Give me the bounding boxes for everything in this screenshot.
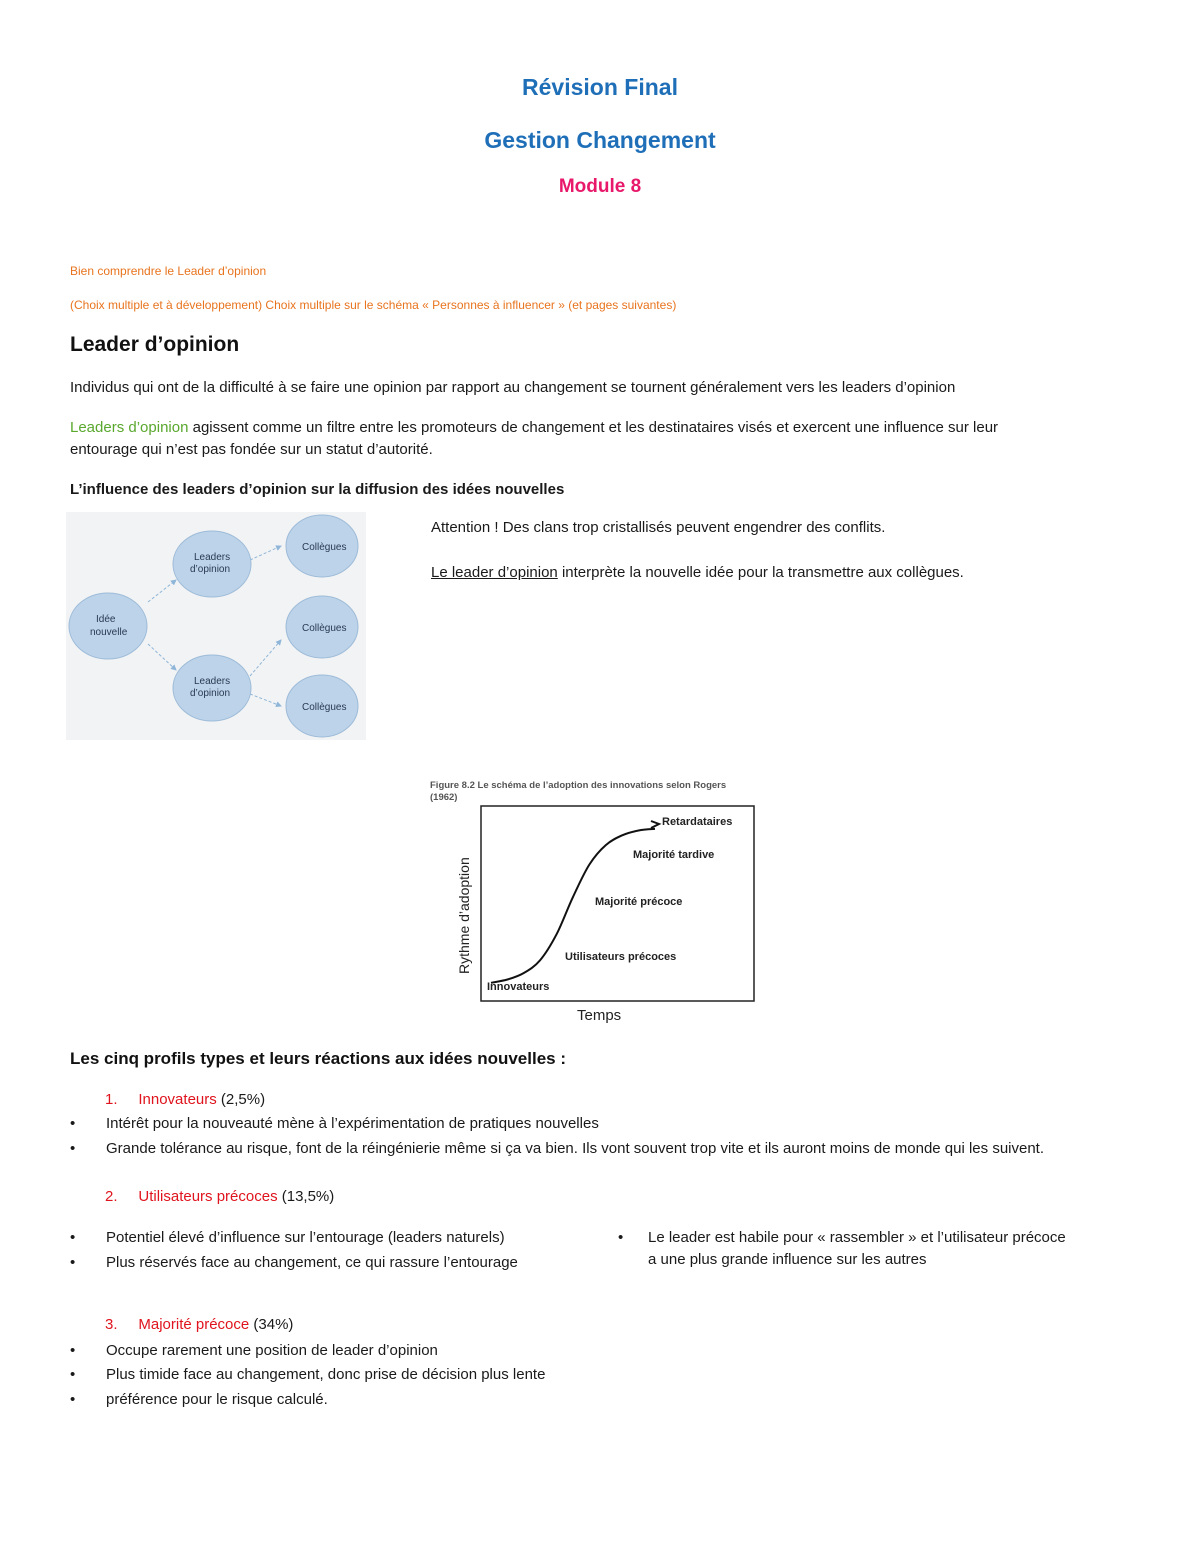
chart-title-line-1: Figure 8.2 Le schéma de l’adoption des innovations selon Rogers xyxy=(430,780,727,791)
leader-underlined: Le leader d’opinion xyxy=(431,564,558,581)
profile-2-number: 2. xyxy=(105,1188,118,1205)
profile-2-bullet-2: • Plus réservés face au changement, ce qui rassure l’entourage xyxy=(70,1254,518,1271)
profile-3-bullet-1: • Occupe rarement une position de leader d’opinion xyxy=(70,1342,438,1359)
profile-3-name: Majorité précoce xyxy=(138,1316,250,1333)
colleague1-label: Collègues xyxy=(302,542,347,553)
influence-heading: L’influence des leaders d’opinion sur la diffusion des idées nouvelles xyxy=(70,481,565,498)
paragraph-2-line-2: entourage qui n’est pas fondée sur un statut d’autorité. xyxy=(70,441,433,458)
document-title: Révision Final xyxy=(522,74,678,100)
profile-1-bullet-1: • Intérêt pour la nouveauté mène à l’expérimentation de pratiques nouvelles xyxy=(70,1115,599,1132)
paragraph-2 xyxy=(70,417,1150,461)
influence-diagram xyxy=(66,512,366,740)
profile-2-right-bullet: • Le leader est habile pour « rassembler » et l’utilisateur précoce a une plus grande influence sur les autres xyxy=(618,1229,1066,1268)
profile-3-bullet-2: • Plus timide face au changement, donc prise de décision plus lente xyxy=(70,1366,546,1383)
label-retardataires: Retardataires xyxy=(662,816,733,828)
chart-title-line-2: (1962) xyxy=(430,792,458,803)
profiles-heading: Les cinq profils types et leurs réactions aux idées nouvelles : xyxy=(70,1049,567,1068)
rogers-adoption-chart xyxy=(425,776,775,1026)
module-label: Module 8 xyxy=(558,176,642,197)
chart-ylabel: Rythme d’adoption xyxy=(456,857,472,974)
note-line-1: Bien comprendre le Leader d’opinion xyxy=(70,264,267,278)
profile-3-pct: (34%) xyxy=(249,1316,294,1333)
leader-interpretation-rest: interprète la nouvelle idée pour la transmettre aux collègues. xyxy=(557,564,964,581)
profile-1-bullet-2: • Grande tolérance au risque, font de la réingénierie même si ça va bien. Ils vont souvent trop vite et ils auront moins de monde qui les suivent. xyxy=(70,1140,1045,1157)
profile-2-title xyxy=(105,1188,334,1205)
profile-1-name: Innovateurs xyxy=(138,1091,217,1108)
leader1-label-1: Leaders xyxy=(194,552,231,563)
attention-note: Attention ! Des clans trop cristallisés peuvent engendrer des conflits. xyxy=(431,519,886,536)
section-heading-leader: Leader d’opinion xyxy=(70,333,240,356)
note-line-2: (Choix multiple et à développement) Choix multiple sur le schéma « Personnes à influencer » (et pages suivantes) xyxy=(70,298,677,312)
label-utilisateurs-precoces: Utilisateurs précoces xyxy=(565,951,677,963)
profile-2-name: Utilisateurs précoces xyxy=(138,1188,278,1205)
paragraph-2-rest: agissent comme un filtre entre les promoteurs de changement et les destinataires visés et exercent une influence sur leur xyxy=(188,419,999,436)
chart-xlabel: Temps xyxy=(577,1007,622,1024)
leader2-label-2: d’opinion xyxy=(190,688,231,699)
label-majorite-tardive: Majorité tardive xyxy=(633,849,715,861)
leader2-label-1: Leaders xyxy=(194,676,231,687)
bubble-idea xyxy=(69,593,147,659)
profile-1-title xyxy=(105,1091,265,1108)
profile-1-number: 1. xyxy=(105,1091,118,1108)
profile-2-bullet-1: • Potentiel élevé d’influence sur l’entourage (leaders naturels) xyxy=(70,1229,505,1246)
document-subtitle: Gestion Changement xyxy=(484,127,716,153)
profile-3-bullet-3: • préférence pour le risque calculé. xyxy=(70,1391,328,1408)
profile-2-pct: (13,5%) xyxy=(277,1188,335,1205)
leaders-highlight: Leaders d’opinion xyxy=(70,419,189,436)
colleague3-label: Collègues xyxy=(302,702,347,713)
paragraph-1: Individus qui ont de la difficulté à se faire une opinion par rapport au changement se tournent généralement vers les leaders d’opinion xyxy=(70,379,956,396)
colleague2-label: Collègues xyxy=(302,623,347,634)
idea-label-1: Idée xyxy=(96,614,116,625)
profile-3-title xyxy=(105,1316,293,1333)
label-innovateurs: Innovateurs xyxy=(487,981,550,993)
profile-3-number: 3. xyxy=(105,1316,118,1333)
profile-1-pct: (2,5%) xyxy=(216,1091,266,1108)
leader-interpretation xyxy=(431,562,964,584)
leader1-label-2: d’opinion xyxy=(190,564,231,575)
idea-label-2: nouvelle xyxy=(90,627,128,638)
label-majorite-precoce: Majorité précoce xyxy=(595,896,683,908)
